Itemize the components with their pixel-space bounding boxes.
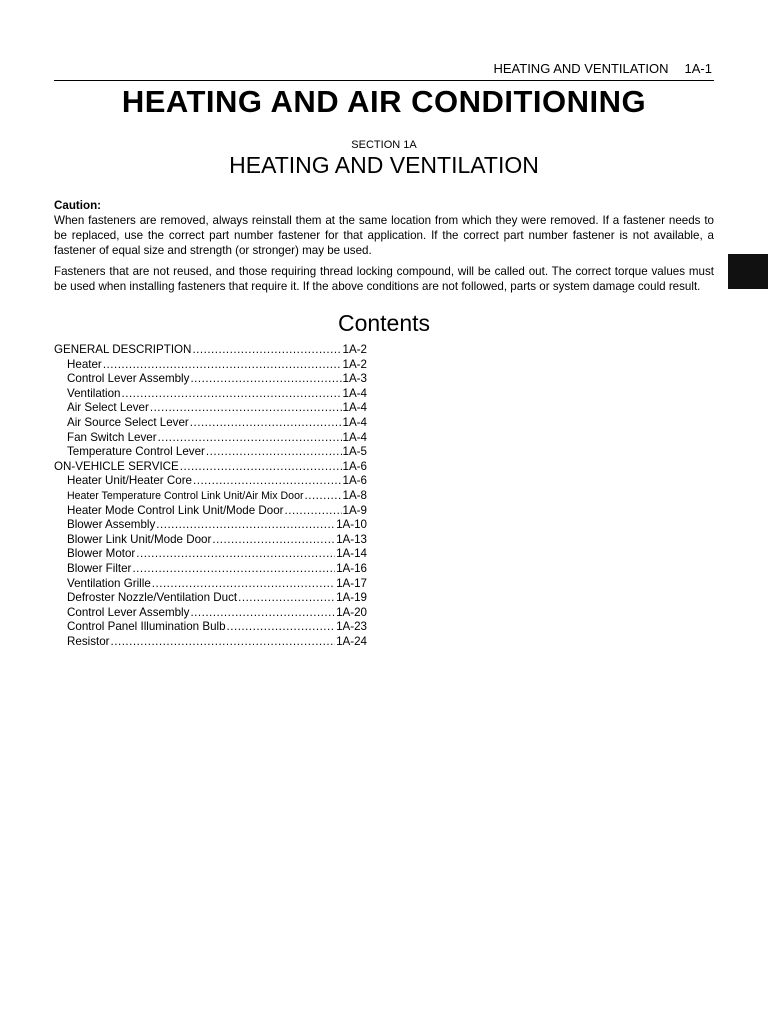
toc-entry[interactable]: [54, 401, 367, 416]
toc-entry[interactable]: [54, 460, 367, 475]
toc-leader-dots: [180, 460, 342, 475]
toc-entry-page: 1A-2: [342, 343, 367, 356]
toc-entry[interactable]: [54, 387, 367, 402]
toc-entry[interactable]: [54, 474, 367, 489]
toc-leader-dots: [206, 445, 342, 460]
toc-leader-dots: [152, 577, 335, 592]
toc-entry-page: 1A-9: [342, 503, 367, 517]
header-rule: [54, 80, 714, 81]
toc-entry-page: 1A-16: [336, 561, 367, 575]
toc-leader-dots: [227, 620, 336, 635]
toc-entry[interactable]: [54, 547, 367, 562]
page-title: HEATING AND AIR CONDITIONING: [121, 84, 647, 119]
toc-entry-label: Heater Mode Control Link Unit/Mode Door: [67, 503, 284, 517]
section-label: SECTION 1A: [351, 139, 417, 151]
toc-entry-label: GENERAL DESCRIPTION: [54, 343, 192, 356]
caution-heading: Caution:: [54, 199, 102, 212]
toc-leader-dots: [103, 358, 342, 373]
toc-entry-page: 1A-6: [342, 459, 367, 473]
toc-entry-page: 1A-19: [336, 591, 367, 605]
toc-entry-label: Heater Unit/Heater Core: [67, 474, 193, 488]
contents-heading: Contents: [337, 310, 431, 336]
toc-entry-label: Defroster Nozzle/Ventilation Duct: [67, 591, 238, 605]
toc-entry-page: 1A-4: [342, 430, 367, 444]
toc-leader-dots: [190, 416, 342, 431]
toc-leader-dots: [132, 562, 335, 577]
running-header: [0, 61, 712, 76]
toc-entry[interactable]: [54, 620, 367, 635]
toc-entry-page: 1A-23: [336, 620, 367, 634]
section-title: HEATING AND VENTILATION: [229, 152, 539, 178]
table-of-contents: [54, 343, 367, 649]
toc-entry[interactable]: [54, 358, 367, 373]
toc-entry[interactable]: [54, 416, 367, 431]
toc-entry[interactable]: [54, 431, 367, 446]
toc-leader-dots: [285, 504, 342, 519]
toc-leader-dots: [156, 518, 335, 533]
toc-entry[interactable]: [54, 635, 367, 650]
toc-entry-page: 1A-4: [342, 415, 367, 429]
toc-entry-label: Heater Temperature Control Link Unit/Air Mix Door: [67, 489, 304, 502]
caution-block: [54, 198, 714, 294]
toc-entry-page: 1A-4: [342, 386, 367, 400]
toc-entry-label: Control Lever Assembly: [67, 372, 190, 386]
toc-entry-label: Blower Motor: [67, 547, 136, 561]
toc-entry-label: ON-VEHICLE SERVICE: [54, 459, 179, 473]
toc-leader-dots: [122, 387, 342, 402]
toc-leader-dots: [193, 474, 341, 489]
toc-entry-label: Air Source Select Lever: [67, 415, 189, 429]
toc-leader-dots: [136, 547, 335, 562]
toc-leader-dots: [192, 343, 341, 358]
toc-leader-dots: [238, 591, 335, 606]
toc-entry-label: Control Panel Illumination Bulb: [67, 620, 226, 634]
toc-entry-label: Resistor: [67, 634, 110, 648]
toc-entry[interactable]: [54, 343, 367, 358]
toc-entry-page: 1A-17: [336, 576, 367, 590]
caution-paragraph-2: Fasteners that are not reused, and those requiring thread locking compound, will be called out. The correct torque values must be used when installing fasteners that require it. If the above conditions are not followed, parts or system damage could result.: [54, 265, 714, 293]
toc-leader-dots: [111, 635, 336, 650]
toc-entry-page: 1A-6: [342, 474, 367, 488]
toc-entry[interactable]: [54, 372, 367, 387]
toc-leader-dots: [212, 533, 335, 548]
toc-entry-label: Heater: [67, 357, 102, 371]
toc-entry-page: 1A-13: [336, 532, 367, 546]
toc-entry[interactable]: [54, 489, 367, 504]
toc-entry-label: Fan Switch Lever: [67, 430, 157, 444]
toc-entry[interactable]: [54, 562, 367, 577]
toc-entry-label: Temperature Control Lever: [67, 445, 205, 459]
toc-entry-label: Ventilation Grille: [67, 576, 151, 590]
toc-entry[interactable]: [54, 518, 367, 533]
toc-leader-dots: [190, 372, 341, 387]
toc-entry-label: Blower Filter: [67, 561, 132, 575]
toc-entry-page: 1A-8: [342, 488, 367, 502]
toc-entry-label: Blower Link Unit/Mode Door: [67, 532, 212, 546]
toc-entry-label: Ventilation: [67, 386, 121, 400]
toc-leader-dots: [158, 431, 342, 446]
toc-entry[interactable]: [54, 591, 367, 606]
section-thumb-tab: [728, 254, 768, 289]
toc-entry-page: 1A-3: [342, 372, 367, 386]
toc-leader-dots: [150, 401, 342, 416]
toc-entry-page: 1A-24: [336, 634, 367, 648]
toc-entry-page: 1A-2: [342, 357, 367, 371]
toc-leader-dots: [305, 489, 342, 504]
toc-entry-label: Blower Assembly: [67, 518, 156, 532]
toc-entry[interactable]: [54, 533, 367, 548]
toc-entry-label: Control Lever Assembly: [67, 605, 190, 619]
toc-entry-page: 1A-20: [336, 605, 367, 619]
toc-entry[interactable]: [54, 504, 367, 519]
page-number: 1A-1: [684, 61, 712, 76]
toc-leader-dots: [190, 606, 335, 621]
running-header-title: HEATING AND VENTILATION: [493, 61, 669, 76]
toc-entry-page: 1A-14: [336, 547, 367, 561]
toc-entry-page: 1A-5: [342, 445, 367, 459]
toc-entry-label: Air Select Lever: [67, 401, 149, 415]
toc-entry[interactable]: [54, 445, 367, 460]
toc-entry-page: 1A-10: [336, 518, 367, 532]
toc-entry[interactable]: [54, 606, 367, 621]
caution-paragraph-1: When fasteners are removed, always reinstall them at the same location from which they were removed. If a fastener needs to be replaced, use the correct part number fastener for that application. If the correct part number fastener is not available, a fastener of equal size and strength (or stronger) may be used.: [54, 214, 714, 257]
toc-entry-page: 1A-4: [342, 401, 367, 415]
toc-entry[interactable]: [54, 577, 367, 592]
